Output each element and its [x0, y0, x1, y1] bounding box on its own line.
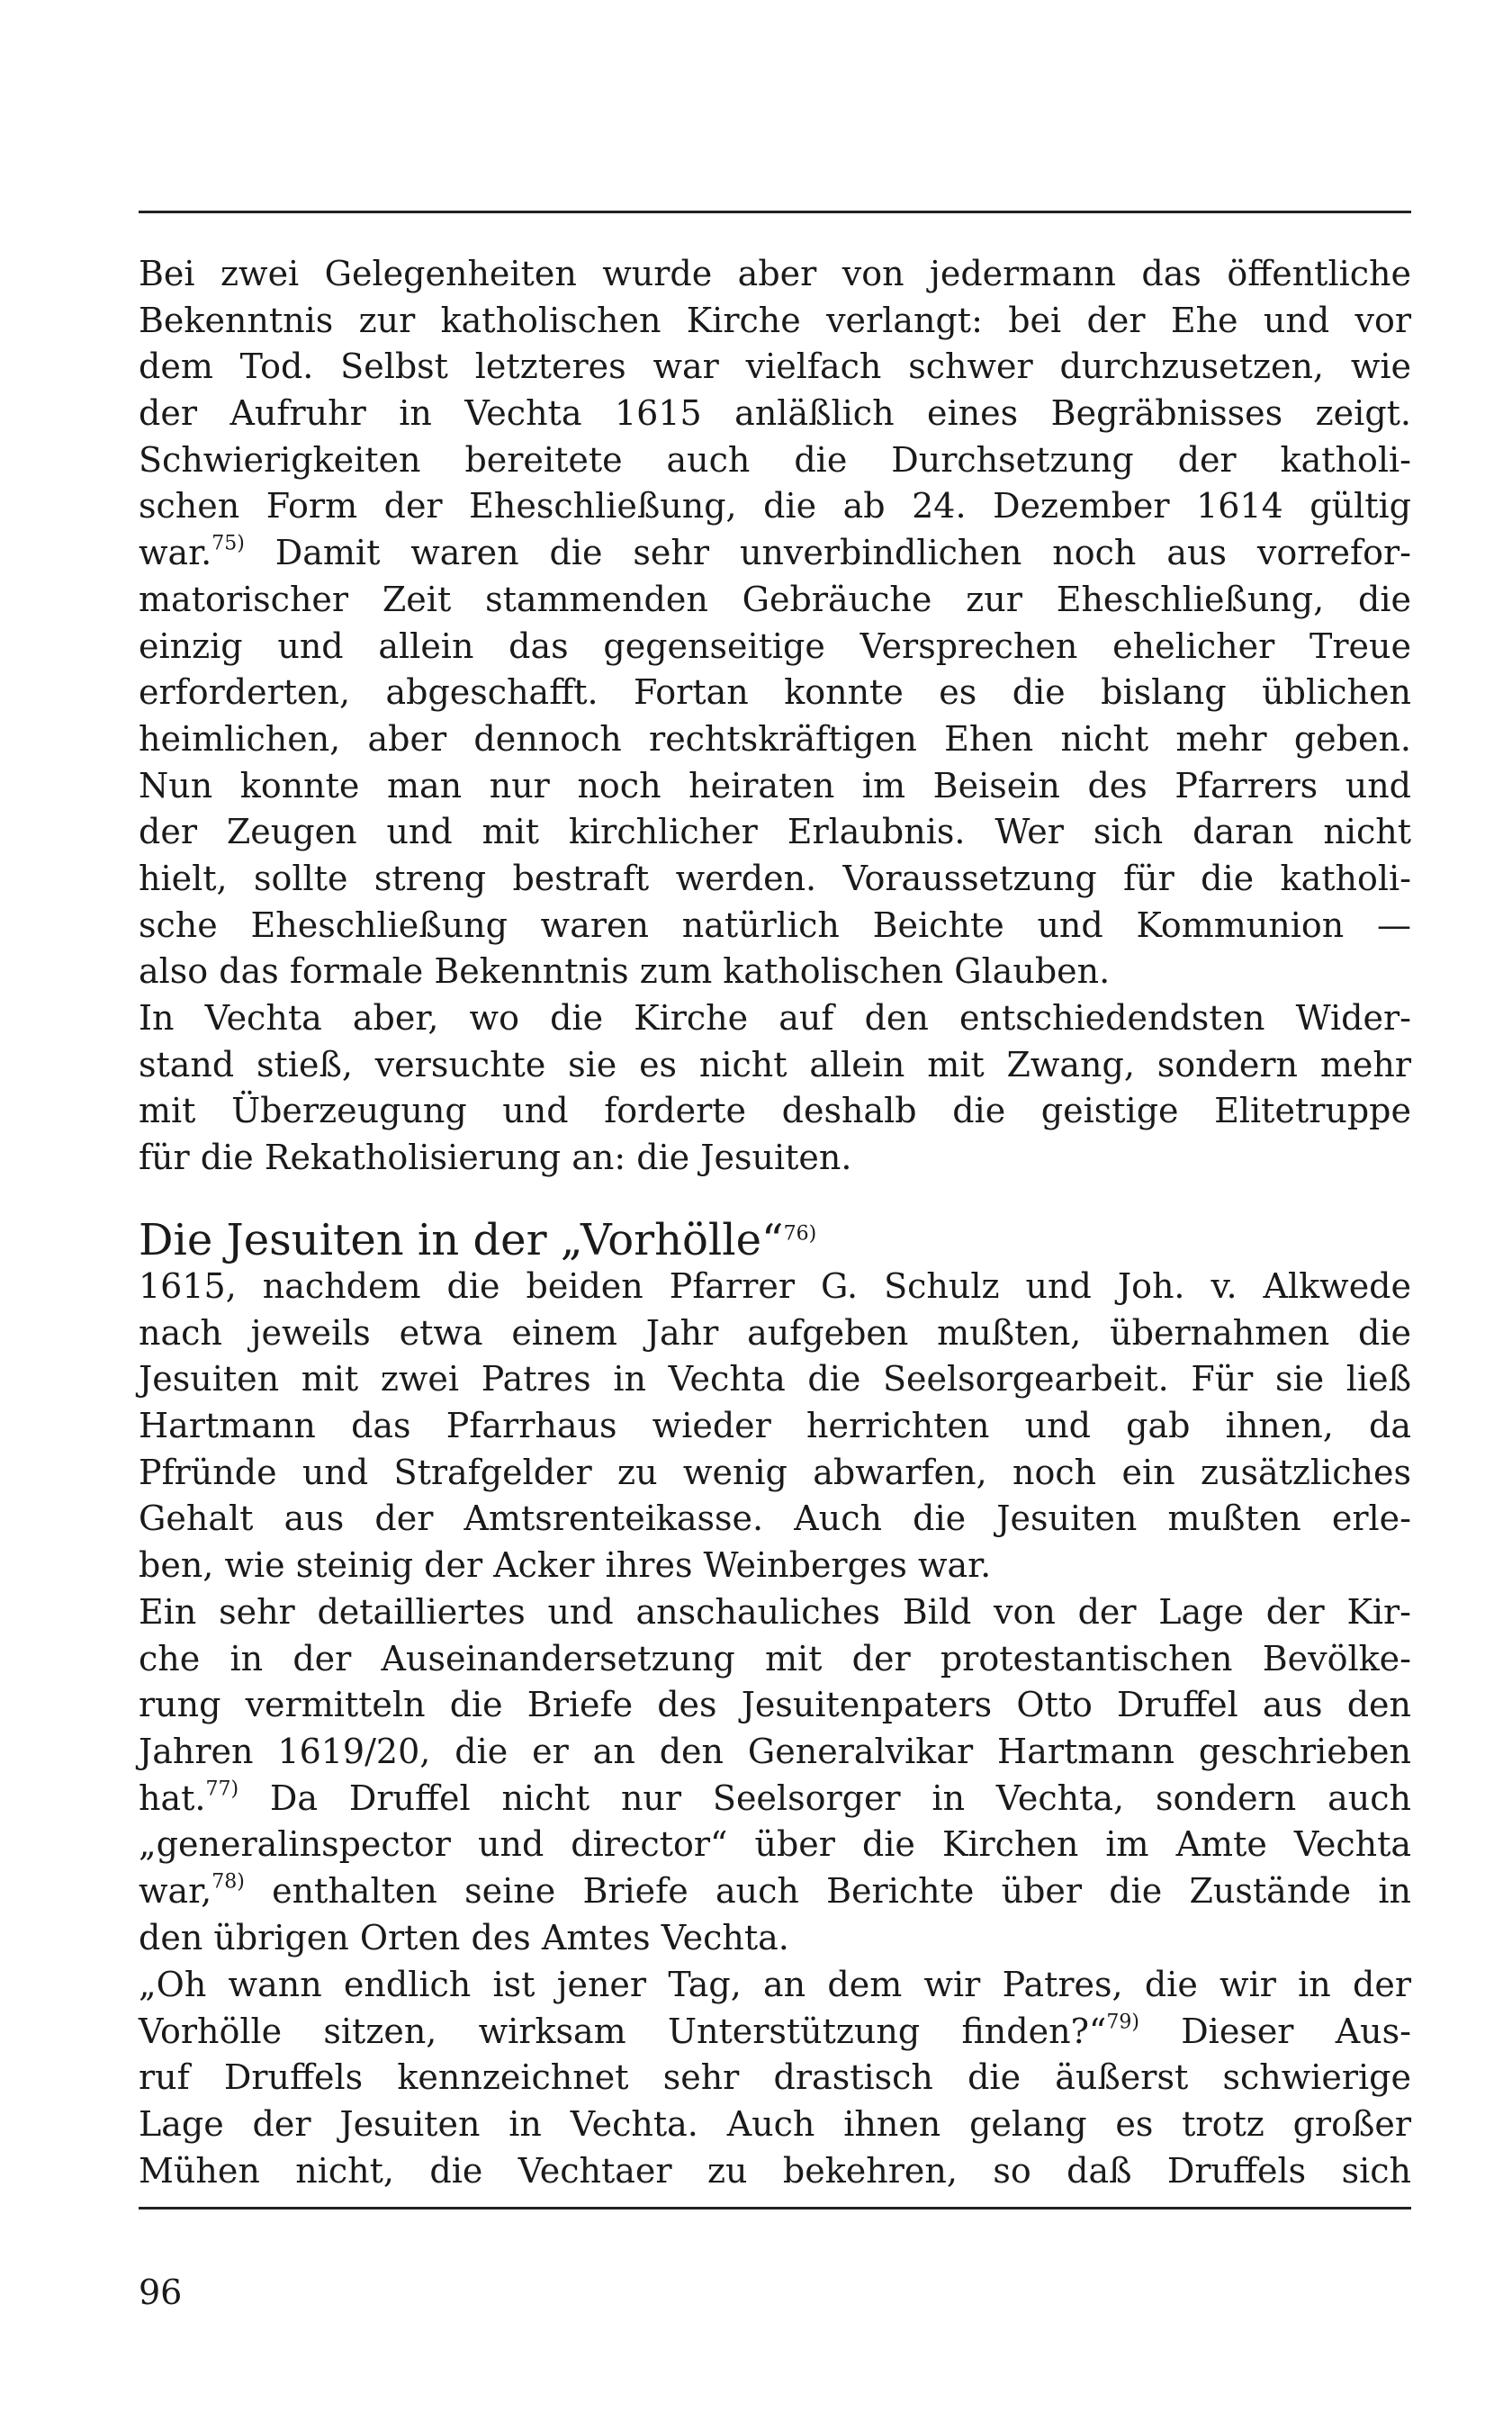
paragraph-2 — [139, 995, 1411, 1182]
page-number: 96 — [139, 2272, 183, 2312]
line-segment: Vorhölle sitzen, wirksam Unterstützung finden?“ — [139, 2011, 1107, 2051]
text-line: erforderten, abgeschafft. Fortan konnte es die bislang üblichen — [139, 672, 1411, 713]
paragraph-3 — [139, 1264, 1411, 1589]
footnote-ref-78: 78) — [212, 1870, 245, 1894]
line-segment: war, — [139, 1871, 212, 1912]
text-line — [139, 1776, 1411, 1822]
line-segment: enthalten seine Briefe auch Berichte über die Zustände in — [244, 1871, 1411, 1912]
footnote-ref-77: 77) — [205, 1778, 239, 1801]
paragraph-4 — [139, 1589, 1411, 1962]
text-line: Bei zwei Gelegenheiten wurde aber von jedermann das öffentliche — [139, 254, 1411, 293]
text-line — [139, 2009, 1411, 2056]
line-segment: Da Druffel nicht nur Seelsorger in Vechta, sondern auch — [238, 1778, 1411, 1818]
footnote-ref-79: 79) — [1106, 2011, 1139, 2034]
footnote-ref-76: 76) — [783, 1222, 817, 1246]
text-line: „Oh wann endlich ist jener Tag, an dem wir Patres, die wir in der — [139, 1965, 1411, 2004]
text-line: Pfründe und Strafgelder zu wenig abwarfen, noch ein zusätzliches — [139, 1452, 1411, 1492]
text-line: Nun konnte man nur noch heiraten im Beisein des Pfarrers und — [139, 765, 1411, 806]
text-line: ben, wie steinig der Acker ihres Weinberges war. — [139, 1545, 992, 1586]
text-line: ruf Druffels kennzeichnet sehr drastisch die äußerst schwierige — [139, 2057, 1411, 2098]
text-line: rung vermitteln die Briefe des Jesuitenpaters Otto Druffel aus den — [139, 1685, 1411, 1725]
text-line: nach jeweils etwa einem Jahr aufgeben mußten, übernahmen die — [139, 1312, 1411, 1353]
line-segment: Dieser Aus- — [1138, 2011, 1411, 2051]
text-line: Bekenntnis zur katholischen Kirche verlangt: bei der Ehe und vor — [139, 300, 1411, 340]
line-segment: war. — [139, 533, 212, 573]
text-line: schen Form der Eheschließung, die ab 24. Dezember 1614 gültig — [139, 486, 1411, 526]
text-line: der Aufruhr in Vechta 1615 anläßlich eines Begräbnisses zeigt. — [139, 393, 1411, 434]
text-line: Lage der Jesuiten in Vechta. Auch ihnen gelang es trotz großer — [139, 2104, 1411, 2145]
bottom-rule — [139, 2207, 1411, 2210]
text-line: dem Tod. Selbst letzteres war vielfach schwer durchzusetzen, wie — [139, 346, 1411, 387]
text-line: mit Überzeugung und forderte deshalb die geistige Elitetruppe — [139, 1091, 1411, 1131]
text-line: der Zeugen und mit kirchlicher Erlaubnis. Wer sich daran nicht — [139, 812, 1411, 852]
section-heading — [139, 1213, 816, 1267]
footnote-ref-75: 75) — [212, 532, 245, 555]
text-line: Gehalt aus der Amtsrenteikasse. Auch die Jesuiten mußten erle- — [139, 1498, 1411, 1539]
text-line: 1615, nachdem die beiden Pfarrer G. Schulz und Joh. v. Alkwede — [139, 1266, 1411, 1306]
line-segment: hat. — [139, 1778, 206, 1818]
text-line: Jesuiten mit zwei Patres in Vechta die Seelsorgearbeit. Für sie ließ — [139, 1359, 1411, 1400]
paragraph-5 — [139, 1962, 1411, 2194]
text-line: heimlichen, aber dennoch rechtskräftigen Ehen nicht mehr geben. — [139, 718, 1411, 759]
text-line: „generalinspector und director“ über die Kirchen im Amte Vechta — [139, 1824, 1411, 1865]
paragraph-1 — [139, 251, 1411, 995]
heading-text: Die Jesuiten in der „Vorhölle“ — [139, 1215, 784, 1265]
text-line: In Vechta aber, wo die Kirche auf den entschiedendsten Wider- — [139, 998, 1411, 1038]
text-line: einzig und allein das gegenseitige Versprechen ehelicher Treue — [139, 626, 1411, 666]
line-segment: Damit waren die sehr unverbindlichen noch aus vorrefor- — [244, 533, 1411, 573]
text-line: stand stieß, versuchte sie es nicht allein mit Zwang, sondern mehr — [139, 1044, 1411, 1084]
text-line: che in der Auseinandersetzung mit der protestantischen Bevölke- — [139, 1638, 1411, 1678]
text-line: den übrigen Orten des Amtes Vechta. — [139, 1917, 789, 1958]
text-line: also das formale Bekenntnis zum katholischen Glauben. — [139, 951, 1111, 992]
text-line: Mühen nicht, die Vechtaer zu bekehren, so daß Druffels sich — [139, 2150, 1411, 2191]
text-line — [139, 1868, 1411, 1915]
text-line — [139, 530, 1411, 577]
text-line: für die Rekatholisierung an: die Jesuiten. — [139, 1138, 852, 1178]
text-line: sche Eheschließung waren natürlich Beichte und Kommunion — — [139, 904, 1411, 945]
text-line: matorischer Zeit stammenden Gebräuche zur Eheschließung, die — [139, 579, 1411, 619]
text-line: Schwierigkeiten bereitete auch die Durchsetzung der katholi- — [139, 439, 1411, 480]
text-line: Hartmann das Pfarrhaus wieder herrichten und gab ihnen, da — [139, 1406, 1411, 1446]
text-line: Jahren 1619/20, die er an den Generalvikar Hartmann geschrieben — [139, 1732, 1411, 1772]
text-line: Ein sehr detailliertes und anschauliches Bild von der Lage der Kir- — [139, 1592, 1411, 1632]
text-line: hielt, sollte streng bestraft werden. Voraussetzung für die katholi- — [139, 858, 1411, 898]
top-rule — [139, 211, 1411, 213]
